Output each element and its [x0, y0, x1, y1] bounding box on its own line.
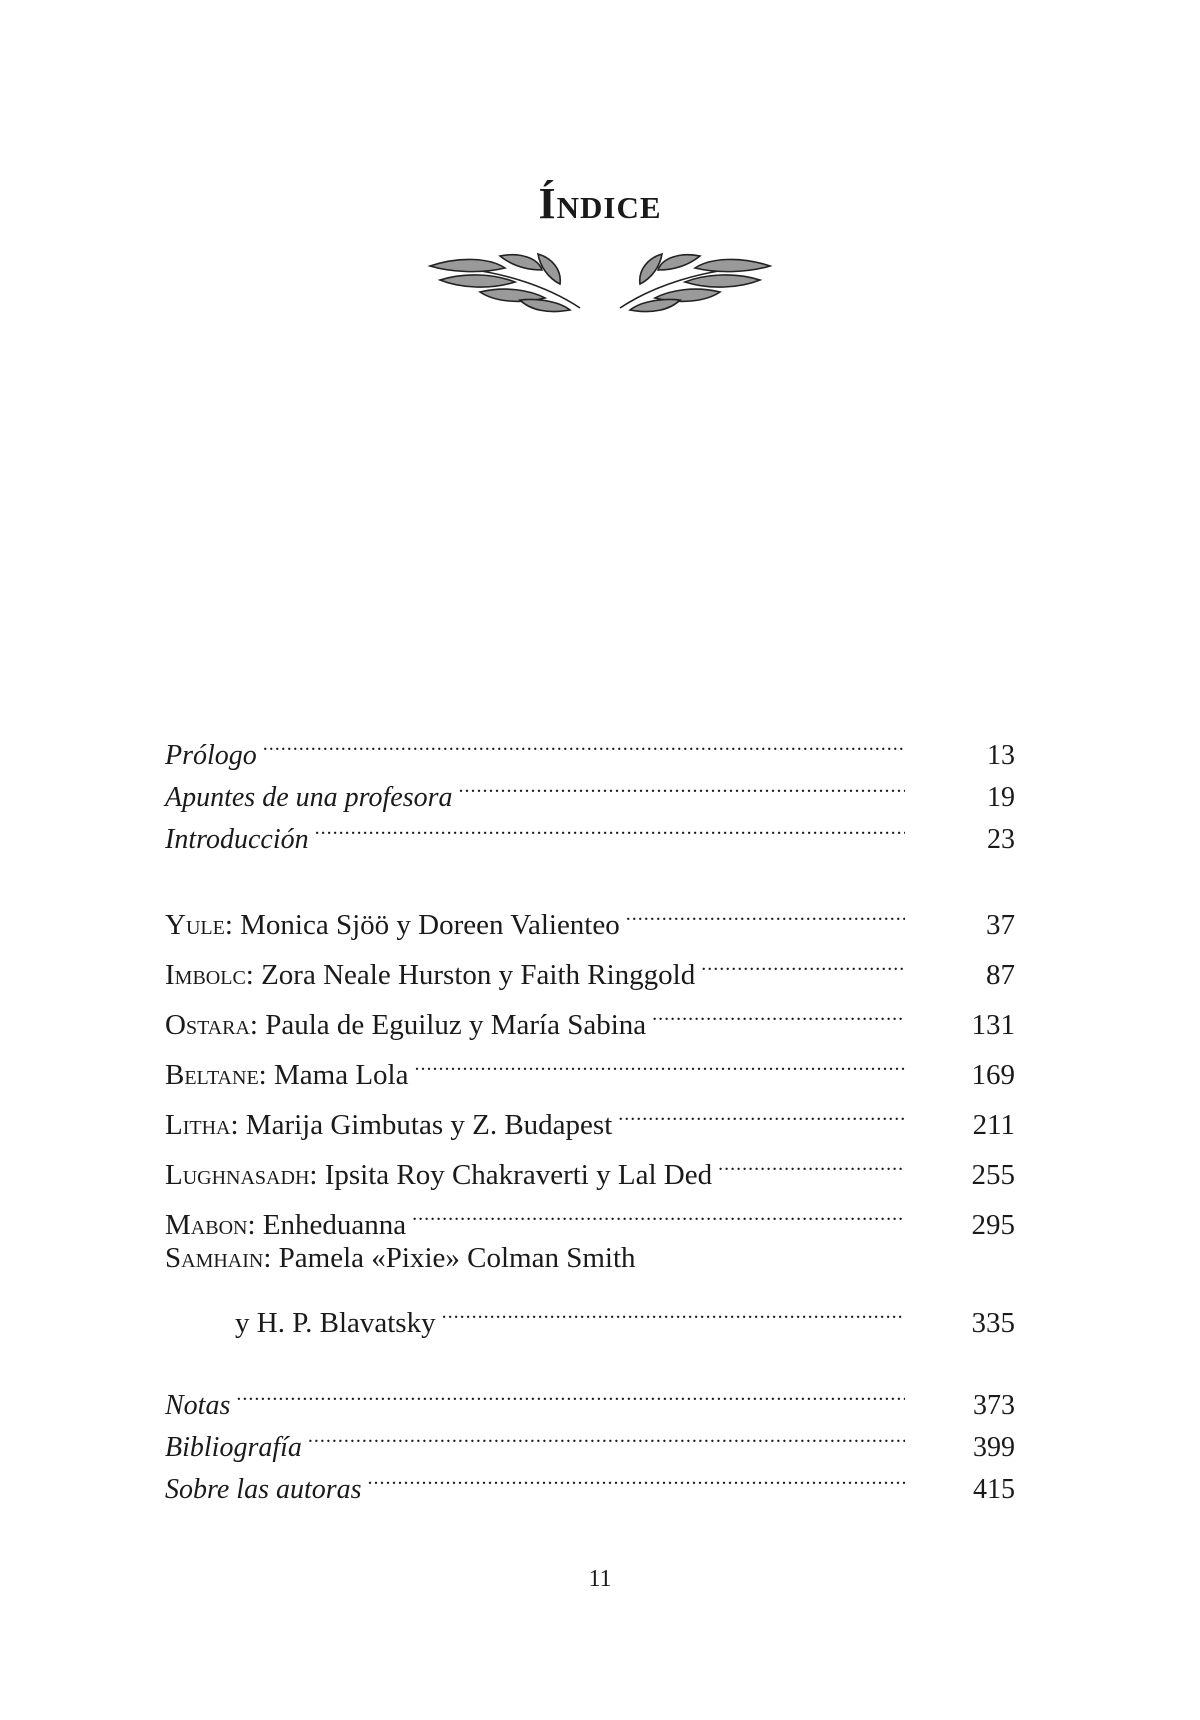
- toc-entry-title: Samhain: Pamela «Pixie» Colman Smith: [165, 1242, 636, 1274]
- toc-entry-second-line: [165, 1282, 1015, 1339]
- toc-entry[interactable]: [165, 1372, 1015, 1421]
- toc-entry-title: Imbolc: Zora Neale Hurston y Faith Ringgold: [165, 959, 696, 991]
- leader-dots: [442, 1282, 905, 1332]
- toc-entry-title-continued: y H. P. Blavatsky: [235, 1307, 436, 1339]
- laurel-branches-icon: [420, 248, 780, 318]
- page-title: Índice: [538, 179, 662, 228]
- leader-dots: [718, 1134, 905, 1184]
- toc-entry-page: 295: [971, 1209, 1015, 1241]
- leader-dots: [652, 984, 905, 1034]
- toc-back-matter: [165, 1372, 1015, 1505]
- leader-dots: [459, 764, 906, 806]
- toc-entry-title: Sobre las autoras: [165, 1474, 362, 1505]
- toc-entry-title: Notas: [165, 1390, 231, 1421]
- leader-dots: [315, 806, 905, 848]
- toc-entry[interactable]: [165, 984, 1015, 1041]
- toc-entry-page: 87: [986, 959, 1015, 991]
- leader-dots: [701, 934, 905, 984]
- toc-entry-title: Bibliografía: [165, 1432, 302, 1463]
- toc-entry[interactable]: [165, 934, 1015, 991]
- leader-dots: [368, 1456, 905, 1498]
- toc-entry[interactable]: [165, 1134, 1015, 1191]
- toc-entry-title: Apuntes de una profesora: [165, 782, 453, 813]
- leader-dots: [263, 722, 905, 764]
- leader-dots: [308, 1414, 905, 1456]
- leader-dots: [236, 1372, 905, 1414]
- toc-entry-page: 13: [987, 740, 1015, 771]
- leader-dots: [414, 1034, 905, 1084]
- toc-entry[interactable]: [165, 1034, 1015, 1091]
- toc-entry-page: 373: [973, 1390, 1015, 1421]
- toc-entry-title: Mabon: Enheduanna: [165, 1209, 407, 1241]
- toc-entry[interactable]: [165, 722, 1015, 771]
- toc-entry[interactable]: [165, 764, 1015, 813]
- leader-dots: [618, 1084, 905, 1134]
- toc-entry-title: Yule: Monica Sjöö y Doreen Valienteo: [165, 909, 620, 941]
- toc-entry-title: Introducción: [165, 824, 309, 855]
- leader-dots: [412, 1184, 905, 1234]
- toc-entry-title: Lughnasadh: Ipsita Roy Chakraverti y Lal Ded: [165, 1159, 713, 1191]
- toc-entry-title: Litha: Marija Gimbutas y Z. Budapest: [165, 1109, 613, 1141]
- toc-entry-page: 131: [971, 1009, 1015, 1041]
- toc-entry-page: 335: [971, 1307, 1015, 1339]
- toc-entry-page: 211: [972, 1109, 1015, 1141]
- toc-front-matter: [165, 722, 1015, 855]
- toc-entry-page: 415: [973, 1474, 1015, 1505]
- toc-chapters: [165, 884, 1015, 1339]
- toc-entry-first-line: [165, 1234, 1015, 1282]
- toc-entry[interactable]: [165, 806, 1015, 855]
- toc-entry-title: Beltane: Mama Lola: [165, 1059, 409, 1091]
- toc-entry[interactable]: [165, 884, 1015, 941]
- toc-entry-page: 37: [986, 909, 1015, 941]
- toc-entry-title: Prólogo: [165, 740, 257, 771]
- toc-entry[interactable]: [165, 1234, 1015, 1339]
- toc-entry-page: 399: [973, 1432, 1015, 1463]
- toc-entry[interactable]: [165, 1456, 1015, 1505]
- toc-entry-page: 169: [971, 1059, 1015, 1091]
- toc-entry[interactable]: [165, 1414, 1015, 1463]
- toc-entry[interactable]: [165, 1084, 1015, 1141]
- page-number: 11: [588, 1566, 612, 1592]
- leader-dots: [626, 884, 905, 934]
- toc-entry-page: 255: [971, 1159, 1015, 1191]
- toc-entry-title: Ostara: Paula de Eguiluz y María Sabina: [165, 1009, 647, 1041]
- toc-entry-page: 23: [987, 824, 1015, 855]
- toc-entry[interactable]: [165, 1184, 1015, 1241]
- toc-entry-page: 19: [987, 782, 1015, 813]
